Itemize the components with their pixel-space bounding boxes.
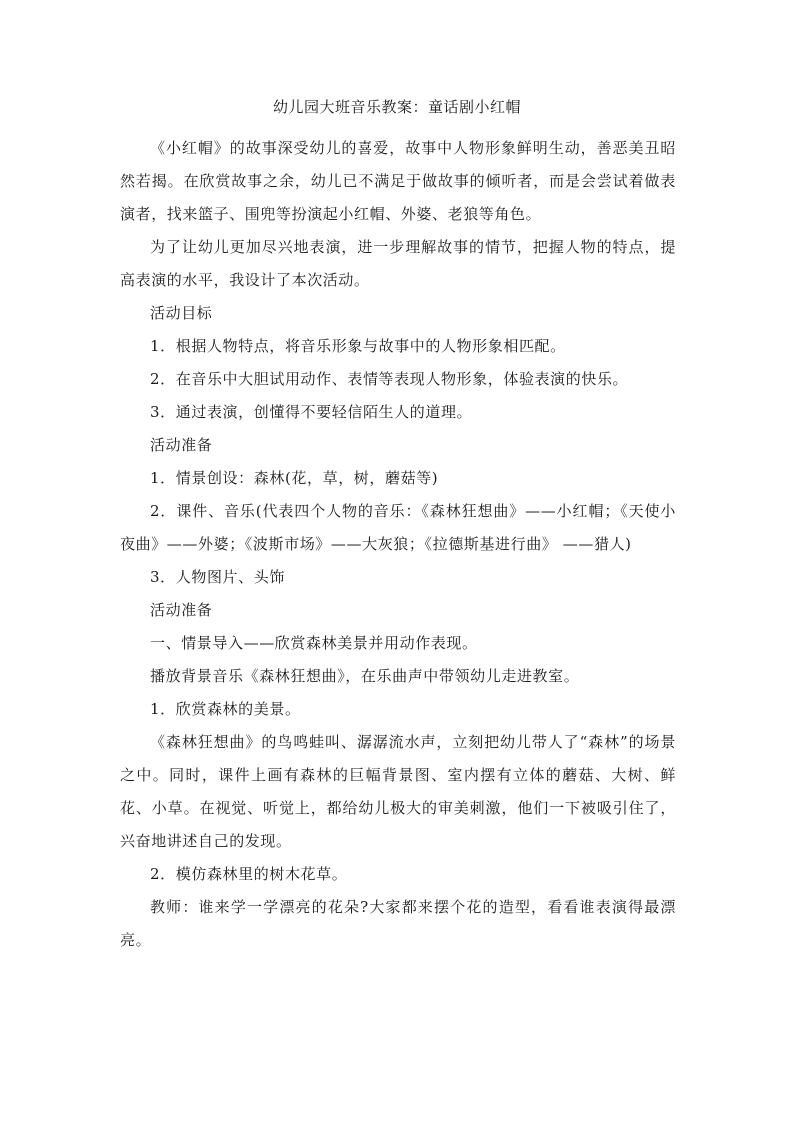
goal-item-1: 1．根据人物特点，将音乐形象与故事中的人物形象相匹配。: [150, 337, 566, 355]
document-title: 幼儿园大班音乐教案：童话剧小红帽: [272, 98, 521, 116]
substep-heading-2: 2．模仿森林里的树木花草。: [150, 865, 348, 883]
step-paragraph-music: 播放背景音乐《森林狂想曲》，在乐曲声中带领幼儿走进教室。: [150, 667, 580, 685]
teacher-dialogue: 教师：谁来学一学漂亮的花朵?大家都来摆个花的造型，看看谁表演得最漂亮。: [120, 898, 676, 949]
section-heading-preparation: 活动准备: [150, 436, 213, 454]
paragraph-intro: 《小红帽》的故事深受幼儿的喜爱，故事中人物形象鲜明生动，善恶美丑昭然若揭。在欣赏故事之余，幼儿已不满足于做故事的倾听者，而是会尝试着做表演者，找来篮子、围兜等扮演起小红帽、外婆、老狼等角色。: [120, 139, 676, 223]
step-heading-1: 一、情景导入——欣赏森林美景并用动作表现。: [150, 634, 478, 652]
substep-heading-1: 1．欣赏森林的美景。: [150, 700, 301, 718]
section-heading-process: 活动准备: [150, 601, 213, 619]
paragraph-design-purpose: 为了让幼儿更加尽兴地表演，进一步理解故事的情节，把握人物的特点，提高表演的水平，我设计了本次活动。: [120, 238, 676, 289]
goal-item-2: 2．在音乐中大胆试用动作、表情等表现人物形象，体验表演的快乐。: [150, 370, 629, 388]
document-body: [120, 132, 676, 957]
preparation-item-3: 3．人物图片、头饰: [150, 568, 285, 586]
substep-paragraph-forest: 《森林狂想曲》的鸟鸣蛙叫、潺潺流水声，立刻把幼儿带人了“森林”的场景之中。同时，课件上画有森林的巨幅背景图、室内摆有立体的蘑菇、大树、鲜花、小草。在视觉、听觉上，都给幼儿极大的审美刺激，他们一下被吸引住了，兴奋地讲述自己的发现。: [120, 733, 676, 850]
preparation-item-2: 2．课件、音乐(代表四个人物的音乐：《森林狂想曲》——小红帽；《天使小夜曲》——外婆；《波斯市场》——大灰狼；《拉德斯基进行曲》 ——猎人): [120, 502, 676, 553]
goal-item-3: 3．通过表演，创懂得不要轻信陌生人的道理。: [150, 403, 473, 421]
preparation-item-1: 1．情景创设：森林(花，草，树，蘑菇等): [150, 469, 439, 487]
section-heading-goals: 活动目标: [150, 304, 213, 322]
